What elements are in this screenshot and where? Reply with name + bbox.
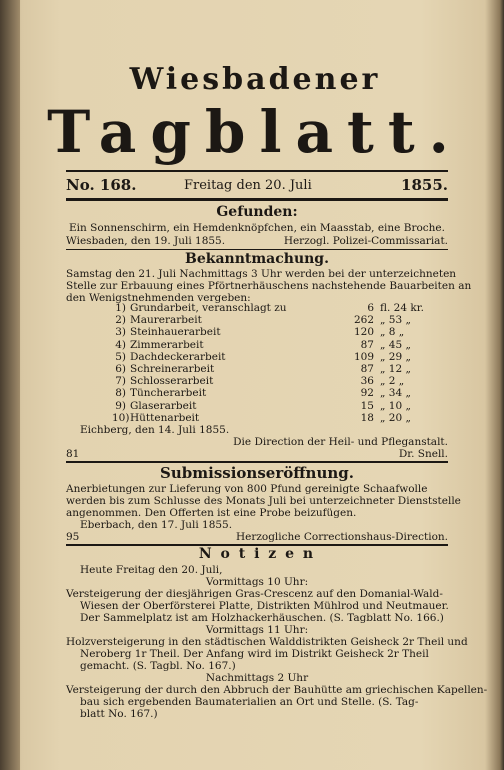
table-row: 6) Schreinerarbeit 87 „ 12 „ <box>115 362 411 375</box>
submission-line-1: Anerbietungen zur Lieferung von 800 Pfund gereinigte Schaafwolle <box>66 483 428 495</box>
bekanntmachung-signature-1: Die Direction der Heil- und Pfleganstalt. <box>233 436 448 448</box>
submission-line-3: angenommen. Den Offerten ist eine Probe beizufügen. <box>66 507 357 519</box>
bekanntmachung-intro-1: Samstag den 21. Juli Nachmittags 3 Uhr werden bei der unterzeichneten <box>66 268 457 280</box>
notizen-time-1: Vormittags 10 Uhr: <box>205 576 309 588</box>
bekanntmachung-place: Eichberg, den 14. Juli 1855. <box>80 424 230 436</box>
gefunden-authority: Herzogl. Polizei-Commissariat. <box>283 235 448 247</box>
issue-year: 1855. <box>401 176 448 194</box>
submission-heading: Submissionseröffnung. <box>160 464 354 482</box>
notizen-time-2: Vormittags 11 Uhr: <box>205 624 309 636</box>
header-rule-bottom <box>66 198 448 201</box>
gefunden-text: Ein Sonnenschirm, ein Hemdenknöpfchen, ein Maasstab, eine Broche. <box>69 222 445 234</box>
table-row: 1) Grundarbeit, veranschlagt zu 6 fl. 24 kr. <box>115 302 424 314</box>
gefunden-place: Wiesbaden, den 19. Juli 1855. <box>66 235 226 247</box>
notizen-p3-2: bau sich ergebenden Baumaterialien an Ort und Stelle. (S. Tag- <box>80 696 419 708</box>
cost-table <box>66 302 448 424</box>
section-rule <box>66 249 448 250</box>
masthead-title: Tagblatt. <box>47 98 463 166</box>
bekanntmachung-signature-2: Dr. Snell. <box>398 448 448 460</box>
masthead-line1: Wiesbadener <box>129 62 381 97</box>
submission-ref: 95 <box>66 531 80 543</box>
table-row: 4) Zimmerarbeit 87 „ 45 „ <box>115 338 411 351</box>
book-spine <box>0 0 20 770</box>
bekanntmachung-heading: Bekanntmachung. <box>185 251 329 267</box>
table-row: 3) Steinhauerarbeit 120 „ 8 „ <box>115 326 405 339</box>
notizen-p2-3: gemacht. (S. Tagbl. No. 167.) <box>80 660 236 672</box>
submission-authority: Herzogliche Correctionshaus-Direction. <box>235 531 448 543</box>
notizen-p1-2: Wiesen der Oberförsterei Platte, Distrikten Mühlrod und Neutmauer. <box>80 600 449 612</box>
submission-place: Eberbach, den 17. Juli 1855. <box>80 519 233 531</box>
notizen-today: Heute Freitag den 20. Juli, <box>80 564 223 576</box>
notizen-p2-1: Holzversteigerung in den städtischen Walddistrikten Geisheck 2r Theil und <box>66 636 468 648</box>
section-rule <box>66 461 448 463</box>
submission-footer <box>66 531 448 543</box>
notizen-heading: N o t i z e n <box>198 546 316 562</box>
notizen-p1-3: Der Sammelplatz ist am Holzhackerhäuschen. (S. Tagblatt No. 166.) <box>80 612 444 624</box>
notizen-p3-1: Versteigerung der durch den Abbruch der Bauhütte am griechischen Kapellen- <box>66 684 488 696</box>
gefunden-footer <box>66 235 448 247</box>
table-row: 9) Glaserarbeit 15 „ 10 „ <box>115 399 411 412</box>
notizen-p3-3: blatt No. 167.) <box>80 708 158 720</box>
table-row: 8) Tüncherarbeit 92 „ 34 „ <box>115 387 411 400</box>
issue-date: Freitag den 20. Juli <box>184 178 312 193</box>
notizen-time-3: Nachmittags 2 Uhr <box>205 672 309 684</box>
header-rule-top <box>66 170 448 172</box>
table-row: 10) Hüttenarbeit 18 „ 20 „ <box>112 411 411 424</box>
table-row: 2) Maurerarbeit 262 „ 53 „ <box>115 314 411 327</box>
bekanntmachung-intro-3: den Wenigstnehmenden vergeben: <box>66 292 251 304</box>
table-row: 5) Dachdeckerarbeit 109 „ 29 „ <box>115 350 411 363</box>
issue-number: No. 168. <box>66 176 137 194</box>
gefunden-heading: Gefunden: <box>216 204 298 220</box>
bekanntmachung-footer <box>66 448 448 460</box>
bekanntmachung-intro-2: Stelle zur Erbauung eines Pförtnerhäuschens nachstehende Bauarbeiten an <box>66 280 472 292</box>
issue-header <box>66 176 448 198</box>
bekanntmachung-ref: 81 <box>66 448 80 460</box>
notizen-p2-2: Neroberg 1r Theil. Der Anfang wird im Distrikt Geisheck 2r Theil <box>80 648 429 660</box>
table-row: 7) Schlosserarbeit 36 „ 2 „ <box>115 375 405 388</box>
notizen-p1-1: Versteigerung der diesjährigen Gras-Crescenz auf den Domanial-Wald- <box>66 588 443 600</box>
submission-line-2: werden bis zum Schlusse des Monats Juli bei unterzeichneter Dienststelle <box>66 495 461 507</box>
